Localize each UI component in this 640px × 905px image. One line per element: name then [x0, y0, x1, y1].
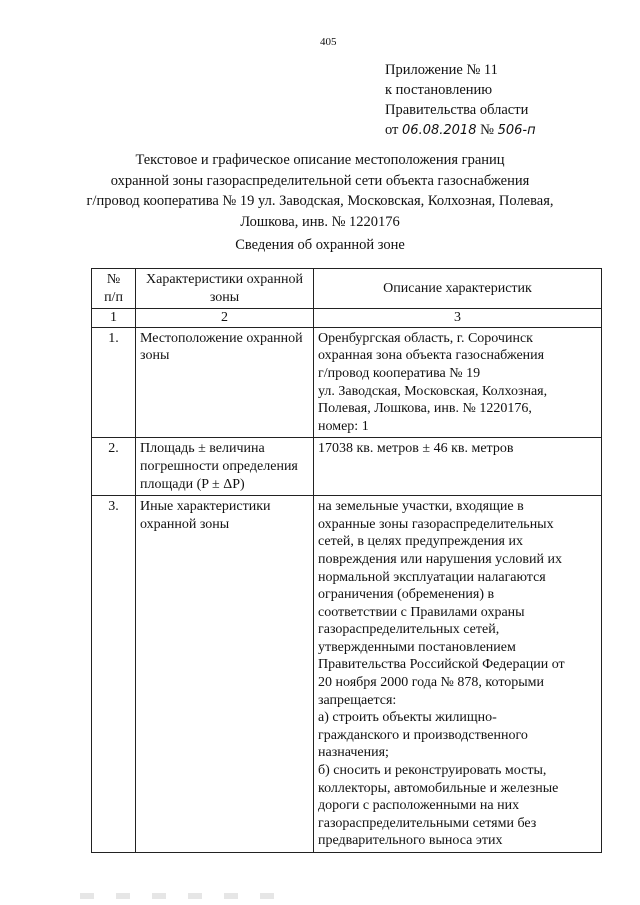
- row-characteristic: Местоположение охранной зоны: [136, 327, 314, 438]
- appendix-block: [385, 60, 536, 141]
- faded-footer-marks: [80, 893, 290, 899]
- row-number: 2.: [92, 438, 136, 496]
- page-number: 405: [320, 36, 337, 48]
- row-number: 1.: [92, 327, 136, 438]
- title-line: Текстовое и графическое описание местоположения границ: [135, 152, 505, 168]
- table-row: [92, 496, 602, 853]
- appendix-date-line: [385, 120, 536, 141]
- header-number: № п/п: [92, 269, 136, 309]
- row-description: 17038 кв. метров ± 46 кв. метров: [314, 438, 602, 496]
- protection-zone-table: [91, 268, 602, 853]
- header-description: Описание характеристик: [314, 269, 602, 309]
- header-characteristic: Характеристики охранной зоны: [136, 269, 314, 309]
- appendix-reference: к постановлению: [385, 82, 493, 98]
- index-row: [92, 309, 602, 328]
- row-description: Оренбургская область, г. Сорочинск охранная зона объекта газоснабжения г/провод кооператива № 19 ул. Заводская, Московская, Колхозная, Полевая, Лошкова, инв. № 1220176, номер: 1: [314, 327, 602, 438]
- row-characteristic: Площадь ± величина погрешности определения площади (P ± ΔP): [136, 438, 314, 496]
- number-label: №: [480, 122, 494, 138]
- table-row: [92, 327, 602, 438]
- index-cell: 3: [314, 309, 602, 328]
- appendix-authority: Правительства области: [385, 102, 529, 118]
- header-row: [92, 269, 602, 309]
- handwritten-date: 06.08.2018: [402, 123, 477, 138]
- handwritten-number: 506-п: [497, 123, 536, 138]
- row-characteristic: Иные характеристики охранной зоны: [136, 496, 314, 853]
- title-line: охранной зоны газораспределительной сети объекта газоснабжения: [110, 172, 530, 189]
- table-row: [92, 438, 602, 496]
- title-line: Лошкова, инв. № 1220176: [240, 213, 400, 230]
- appendix-number: Приложение № 11: [385, 62, 498, 78]
- row-number: 3.: [92, 496, 136, 853]
- row-description: на земельные участки, входящие в охранные зоны газораспределительных сетей, в целях предупреждения их повреждения или нарушения условий их нормальной эксплуатации налагаются ограничения (обременения) в соответствии с Правилами охраны газораспределительных сетей, утвержденными постановлением Правительства Российской Федерации от 20 ноября 2000 года № 878, которыми запрещается: а) строить объекты жилищно- гражданского и производственного назначения; б) сносить и реконструировать мосты, коллекторы, автомобильные и железные дороги с расположенными на них газораспределительными сетями без предварительного выноса этих: [314, 496, 602, 853]
- index-cell: 2: [136, 309, 314, 328]
- document-title: [60, 150, 580, 232]
- from-label: от: [385, 122, 399, 138]
- title-line: г/провод кооператива № 19 ул. Заводская, Московская, Колхозная, Полевая,: [86, 193, 554, 209]
- section-title: Сведения об охранной зоне: [235, 237, 405, 253]
- index-cell: 1: [92, 309, 136, 328]
